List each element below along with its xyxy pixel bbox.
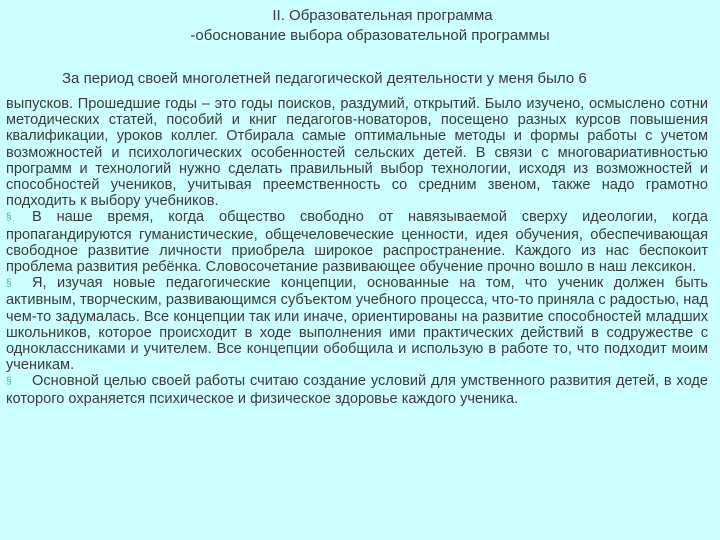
intro-line: За период своей многолетней педагогической деятельности у меня было 6 (62, 70, 587, 87)
paragraph-1: выпусков. Прошедшие годы – это годы поисков, раздумий, открытий. Было изучено, осмыслено сотни методических статей, пособий и книг педагогов-новаторов, посещено разных курсов повышения квалификации, уроков коллег. Отбирала самые оптимальные методы и формы работы с учетом возможностей и психологических особенностей сельских детей. В связи с многовариативностью программ и технологий нужно сделать правильный выбор технологии, исходя из возможностей и способностей учеников, учитывая преемственность со средним звеном, также надо грамотно подходить к выбору учебников. (6, 96, 708, 210)
paragraph-2 (6, 209, 708, 275)
title-line-2: -обоснование выбора образовательной программы (190, 27, 550, 44)
bullet-icon: § (6, 212, 12, 224)
paragraph-3 (6, 275, 708, 373)
body-text (6, 96, 708, 407)
paragraph-4-text: Основной целью своей работы считаю создание условий для умственного развития детей, в ходе которого охраняется психическое и физическое здоровье каждого ученика. (6, 373, 708, 407)
paragraph-2-text: В наше время, когда общество свободно от навязываемой сверху идеологии, когда пропагандируются гуманистические, общечеловеческие ценности, идея обучения, обеспечивающая свободное развитие личности приобрела широкое распространение. Каждого из нас беспокоит проблема развития ребёнка. Словосочетание развивающее обучение прочно вошло в наш лексикон. (6, 209, 708, 276)
slide-title (0, 6, 720, 46)
bullet-icon: § (6, 376, 12, 388)
bullet-icon: § (6, 278, 12, 290)
title-line-1: II. Образовательная программа (272, 7, 493, 24)
paragraph-3-text: Я, изучая новые педагогические концепции, основанные на том, что ученик должен быть активным, творческим, развивающимся субъектом учебного процесса, что-то приняла с радостью, над чем-то задумалась. Все концепции так или иначе, ориентированы на развитие способностей младших школьников, которое происходит в ходе выполнения ими практических действий в содружестве с одноклассниками и учителем. Все концепции обобщила и использую в работе то, что подходит моим ученикам. (6, 275, 708, 374)
paragraph-4 (6, 373, 708, 406)
